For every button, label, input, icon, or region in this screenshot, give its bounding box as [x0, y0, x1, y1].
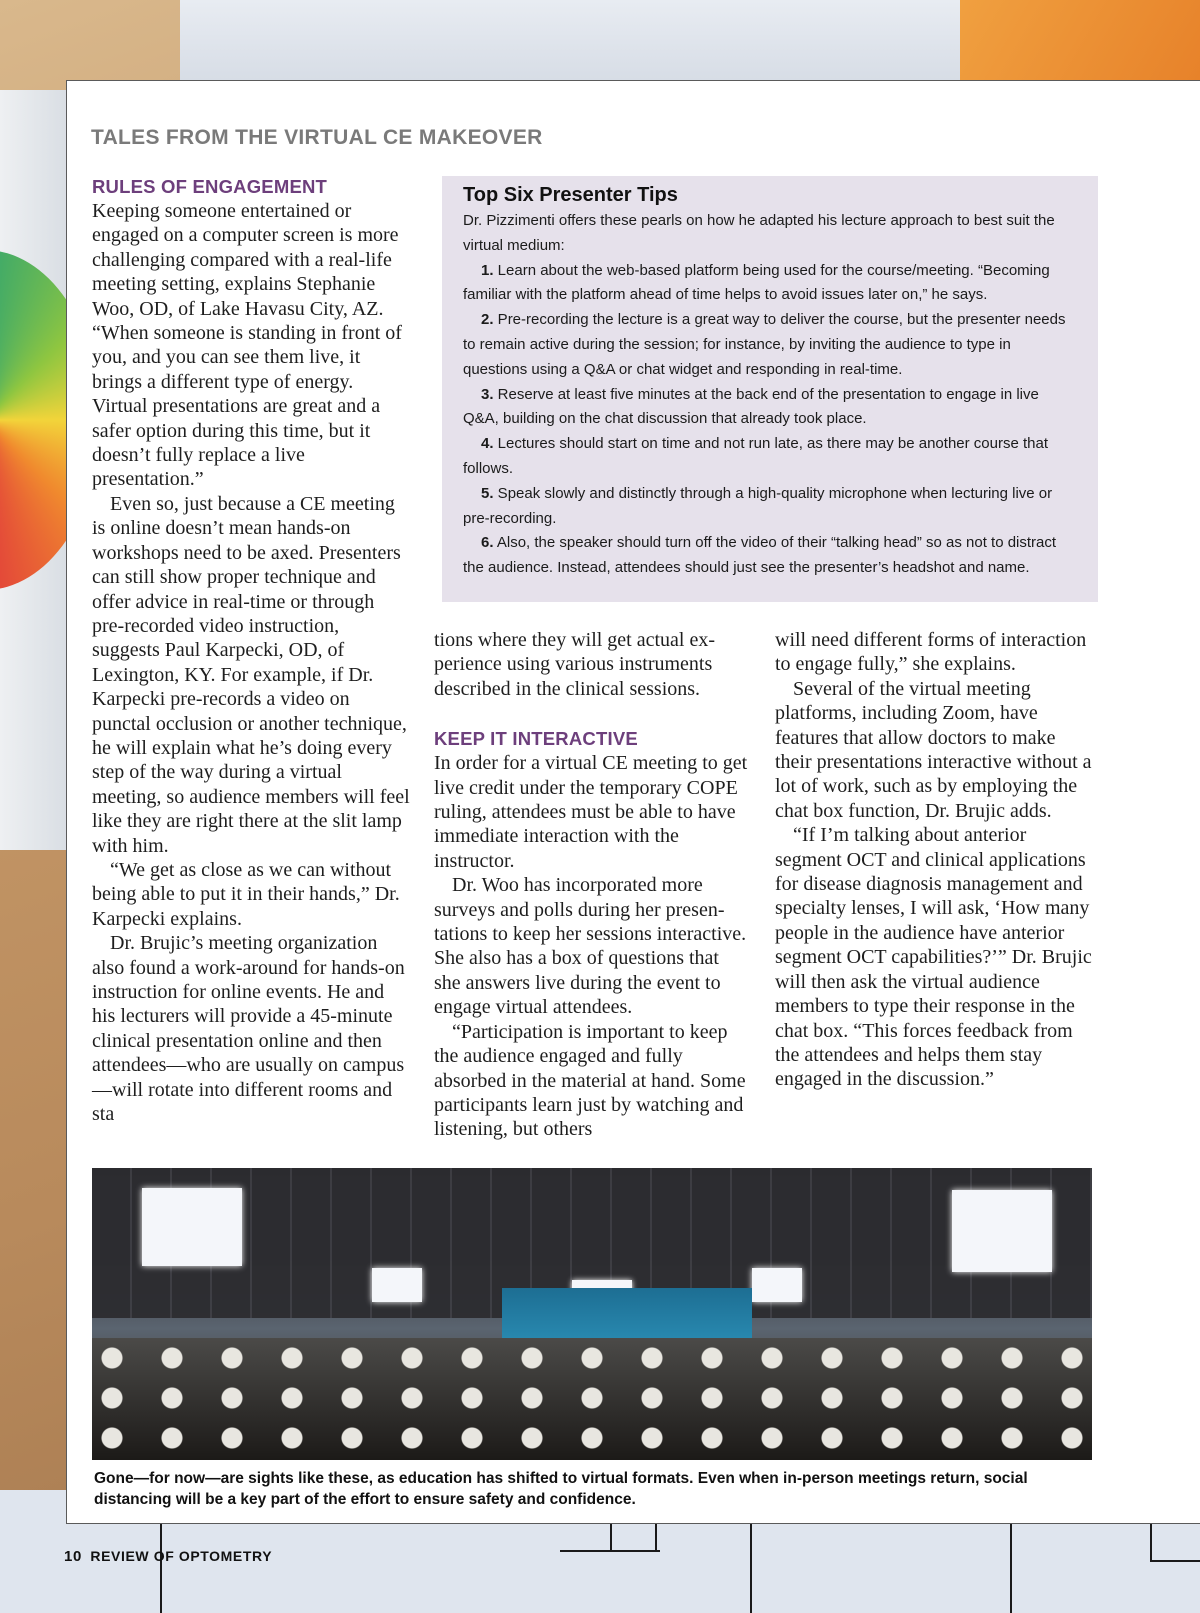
paragraph: Keeping someone entertained or engaged on a computer screen is more challenging compared with a real-life meeting setting, explains Stephanie Woo, OD, of Lake Havasu City, AZ. “When someone is standing in front of you, and you can see them live, it brings a different type of energy. Virtual presentations are great and a safer option during this time, but it doesn’t fully replace a live presentation.” [92, 200, 402, 491]
publication-name: REVIEW OF OPTOMETRY [90, 1548, 273, 1564]
paragraph: Dr. Woo has incorporated more surveys and polls during her presentations to keep her sessions interactive. She also has a box of questions that she answers live during the event to engage virtual attendees. [434, 874, 747, 1019]
tip-text: Also, the speaker should turn off the video of their “talking head” so as not to distract the audience. Instead, attendees should just see the presenter’s headshot and name. [463, 534, 1057, 577]
tips-sidebar [442, 176, 1098, 602]
tip-text: Lectures should start on time and not run late, as there may be another course that follows. [463, 435, 1049, 477]
paragraph: Several of the virtual meeting platforms, including Zoom, have features that allow doctors to make their presentations interactive without a lot of work, such as by employing the chat box function, Dr. Brujic adds. [775, 677, 1092, 822]
projection-screen [952, 1190, 1052, 1272]
tips-intro: Dr. Pizzimenti offers these pearls on how he adapted his lecture approach to best suit the virtual medium: [463, 212, 1055, 254]
tip-number: 6. [481, 534, 494, 552]
projection-screen [372, 1268, 422, 1302]
tip-item [463, 482, 1078, 532]
photo-caption: Gone—for now—are sights like these, as education has shifted to virtual formats. Even when in-person meetings return, social distancing will be a key part of the effort to ensure safety and confidence. [94, 1470, 1028, 1508]
tip-number: 4. [481, 435, 494, 453]
paragraph: will need different forms of interaction to engage fully,” she explains. [775, 629, 1087, 676]
tip-number: 5. [481, 484, 494, 502]
tip-text: Pre-recording the lecture is a great way to deliver the course, but the presenter needs to remain active during the session; for instance, by inviting the audience to type in questions using a Q&A or chat widget and responding in real-time. [463, 311, 1066, 378]
heading-keep-it-interactive: KEEP IT INTERACTIVE [434, 728, 638, 750]
background-orange-swatch [960, 0, 1200, 80]
paragraph: “If I’m talking about anterior segment OCT and clinical applications for disease diagnosis management and specialty lenses, I will ask, ‘How many people in the audience have anterior segment OCT capabilities?’” Dr. Brujic will then ask the virtual audience members to type their response in the chat box. “This forces feedback from the attendees and helps them stay engaged in the discussion.” [775, 824, 1092, 1091]
paragraph: “Participation is important to keep the audience engaged and fully absorbed in the material at hand. Some participants learn just by watching and listening, but others [434, 1020, 746, 1141]
tip-item [463, 308, 1078, 382]
page-footer [64, 1548, 272, 1565]
paragraph: “We get as close as we can without being able to put it in their hands,” Dr. Karpecki explains. [92, 858, 400, 930]
tips-title: Top Six Presenter Tips [463, 184, 678, 206]
paragraph: In order for a virtual CE meeting to get live credit under the temporary COPE ruling, attendees must be able to have immediate interaction with the instructor. [434, 752, 748, 872]
tip-number: 2. [481, 311, 494, 329]
background-paper [180, 0, 1060, 80]
tip-item [463, 383, 1078, 433]
tip-item [463, 531, 1078, 581]
projection-screen [752, 1268, 802, 1302]
column-1 [92, 175, 410, 1126]
conference-hall-photo [92, 1168, 1092, 1460]
heading-rules-of-engagement: RULES OF ENGAGEMENT [92, 176, 328, 197]
paragraph: tions where they will get actual experience using various instruments described in the clinical sessions. [434, 629, 716, 700]
column-2 [434, 628, 750, 1142]
tip-item [463, 259, 1078, 309]
paragraph: Dr. Brujic’s meeting organization also found a work-around for hands-on instruction for online events. He and his lecturers will provide a 45-minute clinical presentation online and then attendees—who are usually on campus—will rotate into different rooms and sta [92, 932, 405, 1126]
column-3 [775, 628, 1097, 1092]
projection-screen [142, 1188, 242, 1266]
tip-text: Reserve at least five minutes at the back end of the presentation to engage in live Q&A, building on the chat discussion that already took place. [463, 385, 1039, 428]
paragraph: Even so, just because a CE meeting is online doesn’t mean hands-on workshops need to be axed. Presenters can still show proper technique and offer advice in real-time or through pre-recorded video instruction, suggests Paul Karpecki, OD, of Lexington, KY. For example, if Dr. Karpecki pre-records a video on punctal occlusion or another technique, he will explain what he’s doing every step of the way during a virtual meeting, so audience members will feel like they are right there at the slit lamp with him. [92, 492, 410, 857]
tip-number: 3. [481, 385, 494, 403]
tip-number: 1. [481, 261, 494, 279]
section-label: TALES FROM THE VIRTUAL CE MAKEOVER [91, 126, 543, 149]
tip-text: Learn about the web-based platform being used for the course/meeting. “Becoming familiar with the platform ahead of time helps to avoid issues later on,” he says. [463, 261, 1050, 304]
tip-item [463, 432, 1078, 482]
tip-text: Speak slowly and distinctly through a high-quality microphone when lecturing live or pre-recording. [463, 484, 1053, 527]
photo-audience [92, 1338, 1092, 1460]
page-number: 10 [64, 1548, 82, 1565]
